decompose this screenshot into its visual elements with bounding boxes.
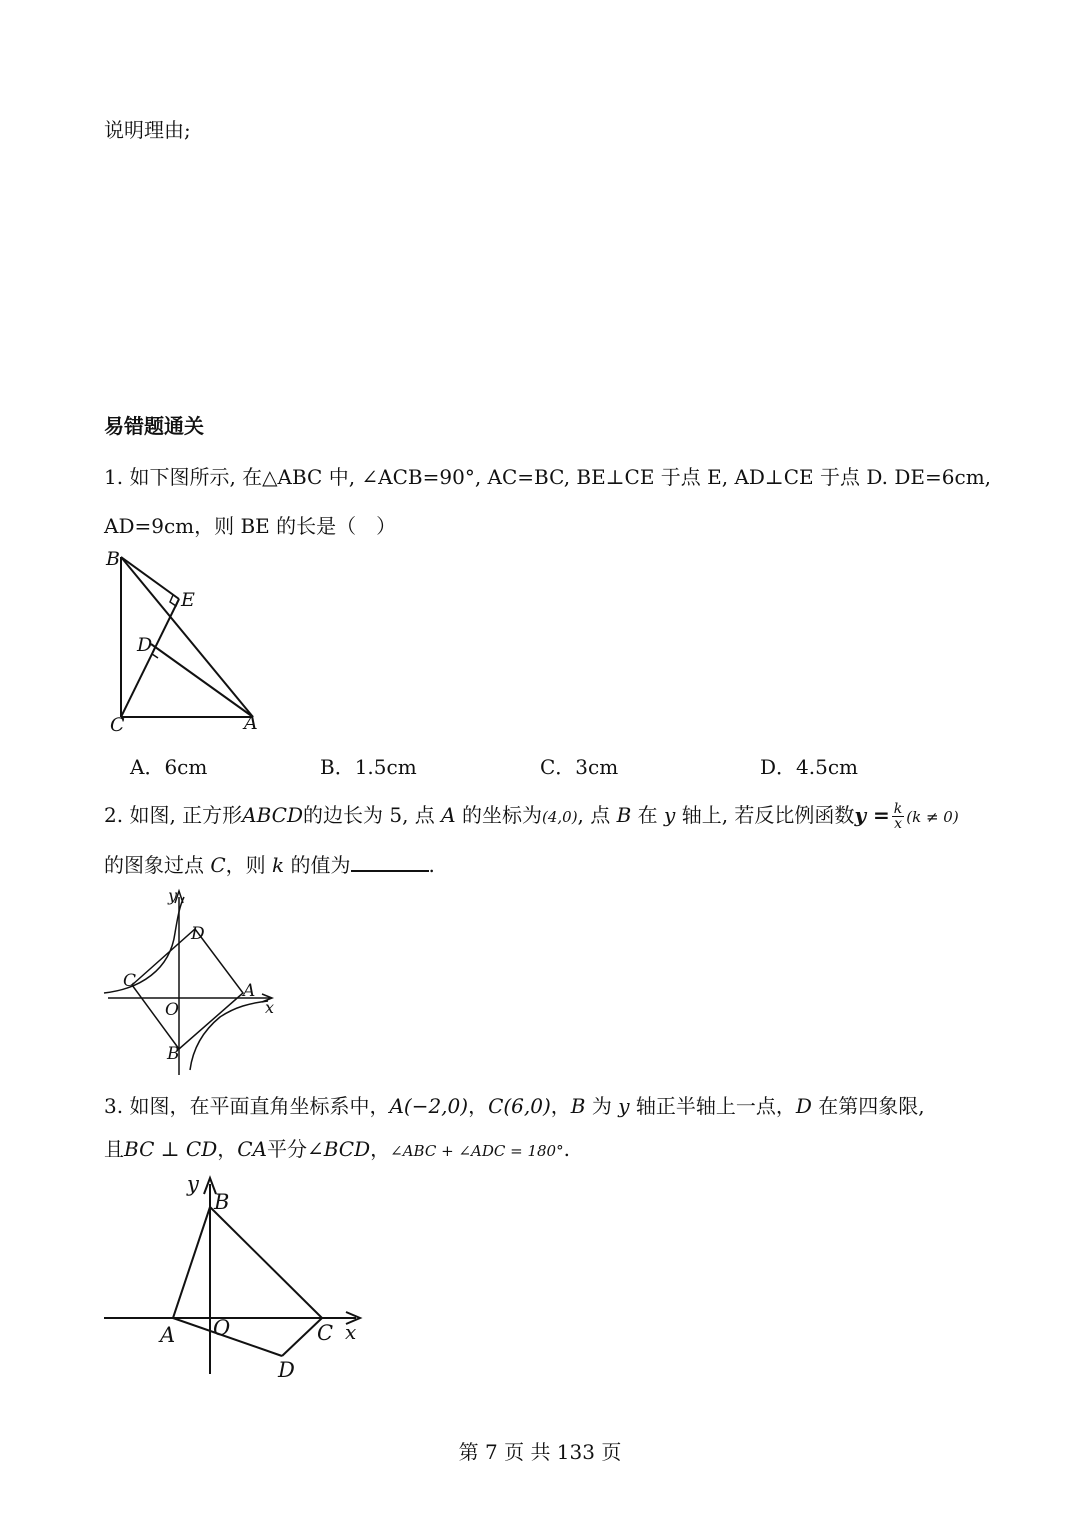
q3-angle-sum: ∠ABC + ∠ADC = 180° [390, 1142, 564, 1160]
q2-text-line1: 2. 如图, 正方形ABCD的边长为 5, 点 A 的坐标为(4,0), 点 B 在 y 轴上, 若反比例函数y = $\frac{k}{x}$ (k ≠ 0) [104, 801, 959, 832]
q3-label-o: O [213, 1316, 231, 1340]
q1-text-line1: 1. 如下图所示, 在△ABC 中, ∠ACB=90°, AC=BC, BE⊥CE 于点 E, AD⊥CE 于点 D. DE=6cm, [104, 465, 992, 489]
q2-label-d: D [191, 924, 205, 944]
q1-label-a: A [244, 712, 258, 734]
q2-label-x: x [265, 998, 275, 1017]
q3-label-a: A [160, 1323, 176, 1347]
q1-label-e: E [181, 589, 195, 611]
q1-text-line2: AD=9cm，则 BE 的长是（ ） [104, 514, 397, 538]
section-title: 易错题通关 [104, 414, 204, 438]
q1-label-d: D [137, 634, 153, 656]
q2-label-b: B [167, 1044, 180, 1064]
q3-label-c: C [317, 1321, 334, 1345]
q1-option-b: B．1.5cm [320, 755, 417, 779]
q3-coordinate-figure [100, 1168, 370, 1388]
q1-option-d: D．4.5cm [760, 755, 859, 779]
q1-label-b: B [106, 548, 120, 570]
q3-text-line1: 3. 如图，在平面直角坐标系中，A(−2,0)，C(6,0)，B 为 y 轴正半轴上一点，D 在第四象限, [104, 1094, 925, 1118]
q1-label-c: C [110, 714, 125, 736]
q3-label-b: B [214, 1190, 230, 1214]
q3-text-line2: 且BC ⊥ CD，CA平分∠BCD，∠ABC + ∠ADC = 180°. [104, 1137, 570, 1161]
q3-label-x: x [345, 1320, 357, 1344]
q2-fraction: $\frac{k}{x}$ [893, 801, 903, 832]
top-text: 说明理由; [104, 118, 191, 142]
page-footer: 第 7 页 共 133 页 [458, 1440, 622, 1464]
q2-square-name: ABCD [242, 803, 304, 827]
q2-label-o: O [165, 1000, 179, 1020]
q1-option-a: A．6cm [130, 755, 208, 779]
q2-square-figure [100, 885, 290, 1080]
q2-answer-blank [351, 852, 429, 872]
q2-label-c: C [123, 971, 137, 991]
q3-label-y: y [187, 1172, 199, 1196]
q1-triangle-figure [100, 545, 280, 735]
q2-label-y: y [168, 886, 178, 905]
q3-label-d: D [278, 1358, 295, 1382]
q1-option-c: C．3cm [540, 755, 619, 779]
q2-label-a: A [243, 981, 256, 1001]
q2-text-line2: 的图象过点 C，则 k 的值为 . [104, 853, 435, 877]
